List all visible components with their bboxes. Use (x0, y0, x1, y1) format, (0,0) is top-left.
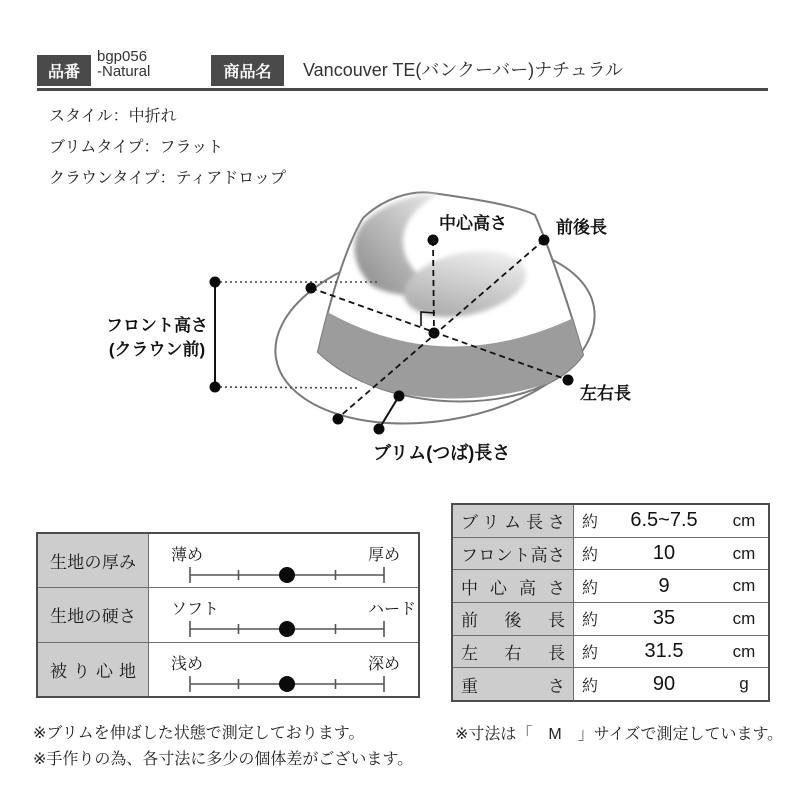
size-row-front-back (453, 602, 768, 635)
size-label-cell (453, 603, 574, 635)
feature-scale-cell (149, 588, 418, 641)
size-label: 中心高さ (461, 578, 565, 598)
size-unit: cm (732, 608, 756, 628)
size-unit: cm (732, 543, 756, 563)
spec-brim-type: ブリムタイプ：フラット (49, 139, 224, 156)
item-number-badge-label: 品番 (47, 64, 80, 81)
label-center-height: 中心高さ (439, 214, 507, 233)
feature-label-cell (38, 534, 149, 587)
size-label: 左右長 (461, 644, 565, 664)
footnote-handmade: ※手作りの為、各寸法に多少の個体差がございます。 (33, 751, 414, 768)
size-label: ブリム長さ (461, 513, 565, 533)
feature-scale-cell (149, 534, 418, 587)
spec-crown-type: クラウンタイプ：ティアドロップ (49, 170, 286, 187)
label-front-height-line2: (クラウン前) (108, 340, 206, 359)
footnotes-left (33, 721, 413, 773)
header-divider (37, 88, 768, 91)
feature-label: 被り心地 (50, 661, 136, 681)
hat-measurement-diagram (85, 185, 655, 475)
size-unit: cm (732, 510, 756, 530)
approx-prefix: 約 (582, 612, 599, 630)
size-label-cell (453, 668, 574, 700)
size-value: 9 (658, 574, 670, 597)
scale-slider (149, 673, 422, 695)
size-label-cell (453, 538, 574, 570)
scale-max-label: ハード (368, 601, 417, 619)
size-unit: cm (732, 576, 756, 596)
size-unit: cm (732, 641, 756, 661)
item-number-line1: bgp056 (97, 48, 148, 65)
fabric-feature-table (36, 532, 420, 698)
feature-row-thickness (38, 534, 418, 587)
item-number-value (97, 49, 150, 79)
scale-marker-dot (279, 676, 295, 692)
scale-max-label: 深め (368, 655, 401, 673)
size-value-cell (574, 603, 768, 635)
size-label-cell (453, 505, 574, 537)
scale-max-label: 厚め (368, 547, 401, 564)
item-number-line2: -Natural (97, 63, 151, 80)
label-left-right-length: 左右長 (580, 384, 631, 403)
approx-prefix: 約 (582, 514, 599, 532)
label-front-back-length: 前後長 (556, 218, 607, 237)
size-table (451, 503, 770, 702)
size-row-center-height (453, 569, 768, 602)
approx-prefix: 約 (582, 677, 599, 695)
spec-style: スタイル：中折れ (49, 108, 177, 125)
approx-prefix: 約 (582, 579, 599, 597)
approx-prefix: 約 (582, 547, 599, 564)
feature-row-stiffness (38, 587, 418, 641)
product-name-badge-label: 商品名 (223, 64, 272, 81)
feature-label: 生地の硬さ (50, 607, 136, 627)
size-label-cell (453, 570, 574, 602)
size-label-cell (453, 636, 574, 668)
size-value-cell (574, 636, 768, 668)
item-number-badge (37, 55, 91, 86)
size-value: 35 (652, 607, 676, 630)
size-row-weight (453, 667, 768, 700)
size-value: 90 (652, 672, 676, 695)
feature-label-cell (38, 643, 149, 696)
scale-slider (149, 618, 422, 640)
size-unit: g (739, 674, 749, 694)
size-value: 6.5~7.5 (630, 509, 698, 532)
size-label: 重さ (461, 676, 565, 696)
feature-row-fit (38, 642, 418, 696)
size-label: 前後長 (461, 611, 565, 631)
feature-scale-cell (149, 643, 418, 696)
product-name-badge (211, 55, 284, 86)
size-value: 10 (652, 542, 676, 564)
feature-label-cell (38, 588, 149, 641)
size-value-cell (574, 668, 768, 700)
footnote-size-m: ※寸法は「 M 」サイズで測定しています。 (455, 726, 784, 743)
size-row-front-height (453, 537, 768, 570)
scale-min-label: 浅め (171, 655, 204, 673)
spec-list (49, 101, 286, 194)
scale-marker-dot (279, 567, 295, 583)
size-value-cell (574, 505, 768, 537)
label-front-height-line1: フロント高さ (106, 316, 208, 335)
scale-marker-dot (279, 621, 295, 637)
scale-min-label: 薄め (171, 547, 204, 564)
size-row-brim (453, 505, 768, 537)
size-value: 31.5 (644, 640, 684, 663)
size-row-left-right (453, 635, 768, 668)
scale-min-label: ソフト (171, 601, 220, 619)
size-value-cell (574, 538, 768, 570)
approx-prefix: 約 (582, 645, 599, 663)
footnote-brim: ※ブリムを伸ばした状態で測定しております。 (33, 725, 365, 742)
product-name-value: Vancouver TE(バンクーバー)ナチュラル (303, 60, 624, 80)
feature-label: 生地の厚み (50, 553, 136, 573)
size-label: フロント高さ (461, 546, 565, 565)
scale-slider (149, 564, 422, 586)
size-value-cell (574, 570, 768, 602)
label-brim-length: ブリム(つば)長さ (373, 443, 511, 463)
